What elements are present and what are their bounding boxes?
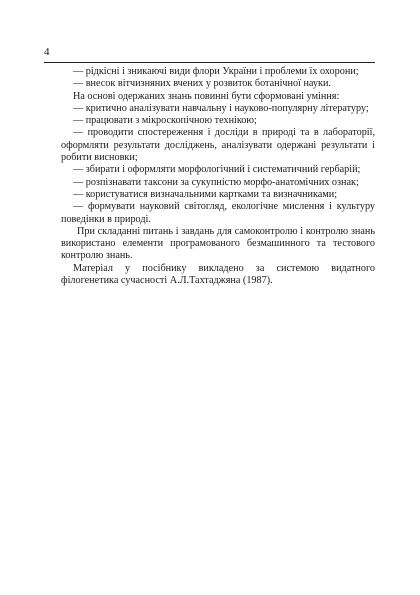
page-body	[61, 66, 375, 287]
paragraph-identification-keys: — користуватися визначальними картками та визначниками;	[73, 188, 338, 200]
paragraph-microscope: — працювати з мікроскопічною технікою;	[73, 115, 257, 127]
paragraph-herbarium: — збирати і оформляти морфологічний і систематичний гербарій;	[73, 164, 361, 176]
paragraph-takhtajan-system: Матеріал у посібнику викладено за системою видатного філогенетика сучасності А.Л.Тахтаджяна (1987).	[61, 262, 375, 287]
header-rule	[44, 62, 375, 63]
paragraph-scientists-contribution: — внесок вітчизняних вчених у розвиток ботанічної науки.	[73, 78, 331, 90]
paragraph-skills-intro: На основі одержаних знань повинні бути сформовані уміння:	[73, 90, 340, 102]
paragraph-self-control: При складанні питань і завдань для самоконтролю і контролю знань використано елементи програмованого безмашинного та тестового контролю знань.	[61, 225, 375, 262]
paragraph-rare-species: — рідкісні і зникаючі види флори України і проблеми їх охорони;	[73, 66, 359, 77]
paragraph-taxa-recognition: — розпізнавати таксони за сукупністю морфо-анатомічних ознак;	[73, 176, 359, 188]
paragraph-worldview: — формувати науковий світогляд, екологічне мислення і культуру поведінки в природі.	[61, 201, 375, 225]
page-number: 4	[44, 46, 50, 58]
paragraph-critical-analysis: — критично аналізувати навчальну і науково-популярну літературу;	[73, 102, 369, 114]
paragraph-observations: — проводити спостереження і досліди в природі та в лабораторії, оформляти результати досліджень, аналізувати одержані результати і робити висновки;	[61, 127, 375, 164]
